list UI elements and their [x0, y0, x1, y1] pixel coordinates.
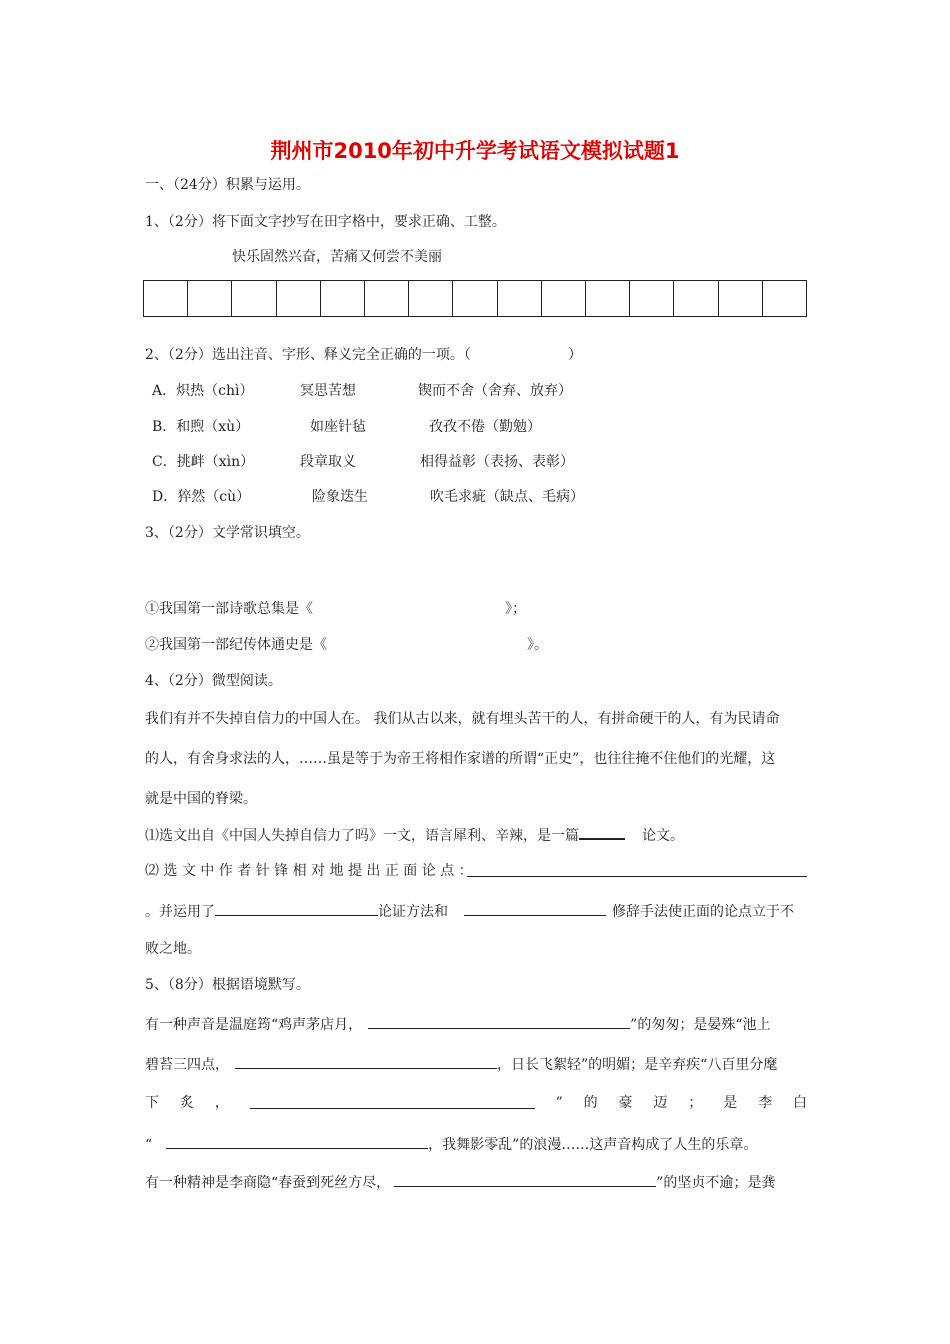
fill-line-2-end: 》。 — [527, 637, 548, 653]
option-b-label: B．和煦（xù） — [152, 419, 250, 435]
sub-question-2-line2 — [145, 901, 794, 921]
option-a-idiom: 冥思苦想 — [300, 383, 356, 399]
spread-char: 下 — [145, 1095, 159, 1111]
sub-question-2-mid: 论证方法和 — [378, 904, 448, 920]
grid-cell[interactable] — [586, 281, 630, 316]
spread-char: ， — [214, 1095, 229, 1111]
grid-cell[interactable] — [232, 281, 276, 316]
grid-cell[interactable] — [277, 281, 321, 316]
spread-char: ； — [688, 1095, 703, 1111]
grid-cell[interactable] — [630, 281, 674, 316]
grid-cell[interactable] — [719, 281, 763, 316]
answer-blank[interactable] — [464, 901, 606, 916]
fill-line-1-start: ①我国第一部诗歌总集是《 — [145, 601, 313, 617]
spread-char: 李 — [758, 1095, 773, 1111]
answer-blank[interactable] — [579, 824, 625, 840]
option-a-meaning: 锲而不舍（舍弃、放弃） — [418, 383, 572, 399]
answer-blank[interactable] — [394, 1172, 656, 1187]
option-c-idiom: 段章取义 — [300, 454, 356, 470]
recitation-text: 有一种精神是李商隐“春蚕到死丝方尽， — [145, 1175, 391, 1191]
recitation-text: ”的匆匆；是晏殊“池上 — [630, 1017, 771, 1033]
grid-cell[interactable] — [453, 281, 497, 316]
spread-char: 白 — [792, 1095, 807, 1111]
option-b-meaning: 孜孜不倦（勤勉） — [429, 419, 541, 435]
sub-question-1-text: ⑴选文出自《中国人失掉自信力了吗》一文，语言犀利、辛辣，是一篇 — [145, 828, 579, 844]
option-d-meaning: 吹毛求疵（缺点、毛病） — [430, 489, 584, 505]
option-c-label: C．挑衅（xìn） — [152, 454, 255, 470]
answer-blank[interactable] — [166, 1134, 428, 1149]
page-title: 荆州市2010年初中升学考试语文模拟试题1 — [270, 139, 680, 163]
answer-blank[interactable] — [467, 862, 807, 877]
spread-char: 是 — [723, 1095, 738, 1111]
writing-grid[interactable] — [143, 280, 807, 317]
option-a-label: A．炽热（chì） — [152, 383, 254, 399]
fill-line-1-end: 》； — [505, 601, 526, 617]
sub-question-2-end: 败之地。 — [145, 941, 201, 957]
recitation-text: ，我舞影零乱”的浪漫……这声音构成了人生的乐章。 — [428, 1137, 758, 1153]
copy-text: 快乐固然兴奋，苦痛又何尝不美丽 — [232, 249, 442, 265]
answer-paren-close: ） — [568, 347, 582, 363]
recitation-line — [145, 1134, 757, 1154]
grid-cell[interactable] — [763, 281, 806, 316]
question-2-stem: 2、（2分）选出注音、字形、释义完全正确的一项。（ — [145, 347, 471, 363]
recitation-text: 碧苔三四点， — [145, 1057, 229, 1073]
spread-char: 的 — [583, 1095, 598, 1111]
fill-line-2-start: ②我国第一部纪传体通史是《 — [145, 637, 327, 653]
answer-blank[interactable] — [235, 1054, 497, 1069]
option-b-idiom: 如座针毡 — [310, 419, 366, 435]
option-d-idiom: 险象迭生 — [312, 489, 368, 505]
question-3-stem: 3、（2分）文学常识填空。 — [145, 525, 310, 541]
recitation-line — [145, 1172, 775, 1192]
option-d-label: D．猝然（cù） — [152, 489, 251, 505]
recitation-text: ”的坚贞不逾；是龚 — [656, 1175, 776, 1191]
question-5-stem: 5、（8分）根据语境默写。 — [145, 977, 310, 993]
recitation-text: “ — [145, 1137, 153, 1153]
spread-char: 迈 — [653, 1095, 668, 1111]
spread-char: 炙 — [179, 1095, 194, 1111]
sub-question-1-tail: 论文。 — [642, 828, 684, 844]
recitation-text: ，日长飞絮轻”的明媚；是辛弃疾“八百里分麾 — [497, 1057, 778, 1073]
answer-blank[interactable] — [250, 1094, 535, 1109]
recitation-line-spread — [145, 1094, 807, 1112]
sub-question-1 — [145, 824, 684, 845]
answer-blank[interactable] — [368, 1014, 630, 1029]
recitation-text: 有一种声音是温庭筠“鸡声茅店月， — [145, 1017, 363, 1033]
passage-line: 的人，有舍身求法的人，……虽是等于为帝王将相作家谱的所谓“正史”，也往往掩不住他们的光耀，这 — [145, 751, 776, 767]
spread-char: ” — [555, 1095, 563, 1111]
grid-cell[interactable] — [188, 281, 232, 316]
option-c-meaning: 相得益彰（表扬、表彰） — [420, 454, 574, 470]
grid-cell[interactable] — [498, 281, 542, 316]
sub-question-2-tail: 修辞手法使正面的论点立于不 — [612, 904, 794, 920]
section-heading: 一、（24分）积累与运用。 — [145, 177, 310, 193]
question-1-stem: 1、（2分）将下面文字抄写在田字格中，要求正确、工整。 — [145, 214, 506, 230]
grid-cell[interactable] — [144, 281, 188, 316]
recitation-line — [145, 1054, 777, 1074]
passage-line: 就是中国的脊梁。 — [145, 791, 257, 807]
grid-cell[interactable] — [365, 281, 409, 316]
passage-line: 我们有并不失掉自信力的中国人在。 我们从古以来，就有埋头苦干的人，有拼命硬干的人，有为民请命 — [145, 711, 780, 727]
grid-cell[interactable] — [674, 281, 718, 316]
grid-cell[interactable] — [409, 281, 453, 316]
sub-question-2-text: ⑵ 选 文 中 作 者 针 锋 相 对 地 提 出 正 面 论 点 ： — [145, 863, 473, 879]
question-4-stem: 4、（2分）微型阅读。 — [145, 673, 282, 689]
grid-cell[interactable] — [321, 281, 365, 316]
answer-blank[interactable] — [215, 901, 378, 916]
grid-cell[interactable] — [542, 281, 586, 316]
recitation-line — [145, 1014, 771, 1034]
spread-char: 豪 — [618, 1095, 633, 1111]
sub-question-2-prefix: 。并运用了 — [145, 904, 215, 920]
